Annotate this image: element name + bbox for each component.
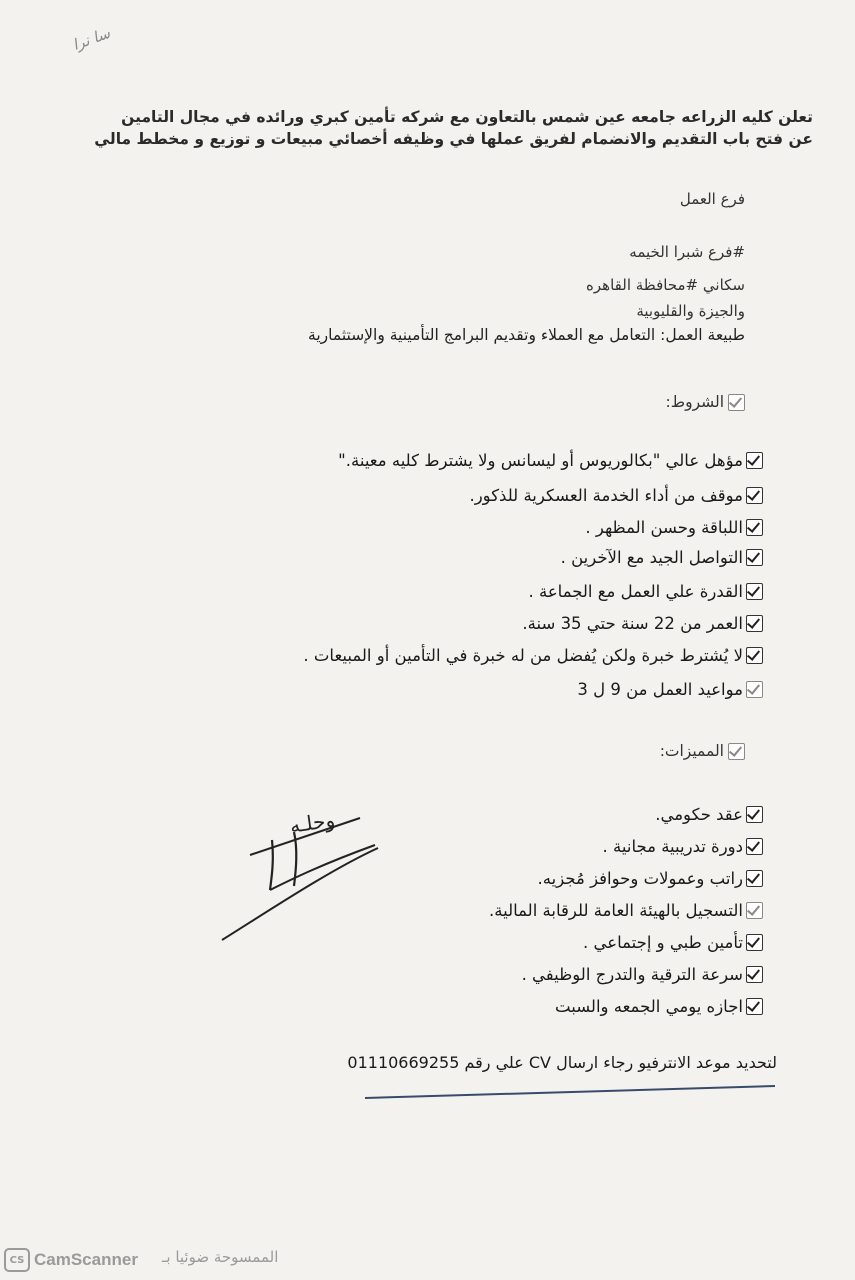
checkbox-checked-icon [746,519,763,536]
contact-line: لتحديد موعد الانترفيو رجاء ارسال CV علي رقم 01110669255 [347,1053,777,1072]
camscanner-logo [4,1248,138,1272]
checkbox-checked-icon [746,583,763,600]
checkbox-checked-icon [746,806,763,823]
condition-item: لا يُشترط خبرة ولكن يُفضل من له خبرة في التأمين أو المبيعات . [303,646,763,665]
checkbox-checked-icon [746,681,763,698]
signature-text: وحلـه [288,807,337,838]
branch-line: #فرع شبرا الخيمه [629,243,745,261]
benefit-item: اجازه يومي الجمعه والسبت [555,997,763,1016]
camscanner-brand: CamScanner [34,1250,138,1269]
conditions-heading [666,393,745,411]
branch-line: والجيزة والقليوبية [636,302,745,320]
checkbox-checked-icon [746,487,763,504]
checkbox-checked-icon [728,743,745,760]
checkbox-checked-icon [728,394,745,411]
benefit-item: راتب وعمولات وحوافز مُجزيه. [538,869,763,888]
intro-paragraph: تعلن كليه الزراعه جامعه عين شمس بالتعاون مع شركه تأمين كبري ورائده في مجال التامين عن فتح باب التقديم والانضمام لفريق عملها في وظيفه أخصائي مبيعات و توزيع و مخطط مالي [94,108,813,148]
benefit-item: تأمين طبي و إجتماعي . [583,933,763,952]
scanned-by-text: الممسوحة ضوئيا بـ [162,1248,279,1266]
checkbox-checked-icon [746,902,763,919]
checkbox-checked-icon [746,615,763,632]
branch-label: فرع العمل [679,190,745,208]
checkbox-checked-icon [746,452,763,469]
benefits-heading-label: المميزات: [659,742,724,760]
condition-item: التواصل الجيد مع الآخرين . [561,548,763,567]
conditions-heading-label: الشروط: [665,393,724,411]
condition-item: مواعيد العمل من 9 ل 3 [577,680,763,699]
condition-item: اللباقة وحسن المظهر . [585,518,763,537]
condition-item: العمر من 22 سنة حتي 35 سنة. [522,614,763,633]
condition-item: مؤهل عالي "بكالوريوس أو ليسانس ولا يشترط كليه معينة." [338,451,763,470]
handwritten-note: سا نرا [70,23,113,55]
checkbox-checked-icon [746,549,763,566]
condition-item: القدرة علي العمل مع الجماعة . [528,582,763,601]
checkbox-checked-icon [746,966,763,983]
camscanner-badge-icon: CS [4,1248,30,1272]
work-nature: طبيعة العمل: التعامل مع العملاء وتقديم البرامج التأمينية والإستثمارية [308,326,745,344]
benefit-item: عقد حكومي. [655,805,763,824]
condition-item: موقف من أداء الخدمة العسكرية للذكور. [469,486,763,505]
branch-line: سكاني #محافظة القاهره [586,276,745,294]
checkbox-checked-icon [746,934,763,951]
underline-stroke [360,1082,780,1104]
benefit-item: سرعة الترقية والتدرج الوظيفي . [522,965,763,984]
signature [210,800,390,950]
benefit-item: التسجيل بالهيئة العامة للرقابة المالية. [489,901,763,920]
checkbox-checked-icon [746,838,763,855]
checkbox-checked-icon [746,647,763,664]
checkbox-checked-icon [746,998,763,1015]
benefit-item: دورة تدريبية مجانية . [603,837,763,856]
checkbox-checked-icon [746,870,763,887]
benefits-heading [660,742,745,760]
